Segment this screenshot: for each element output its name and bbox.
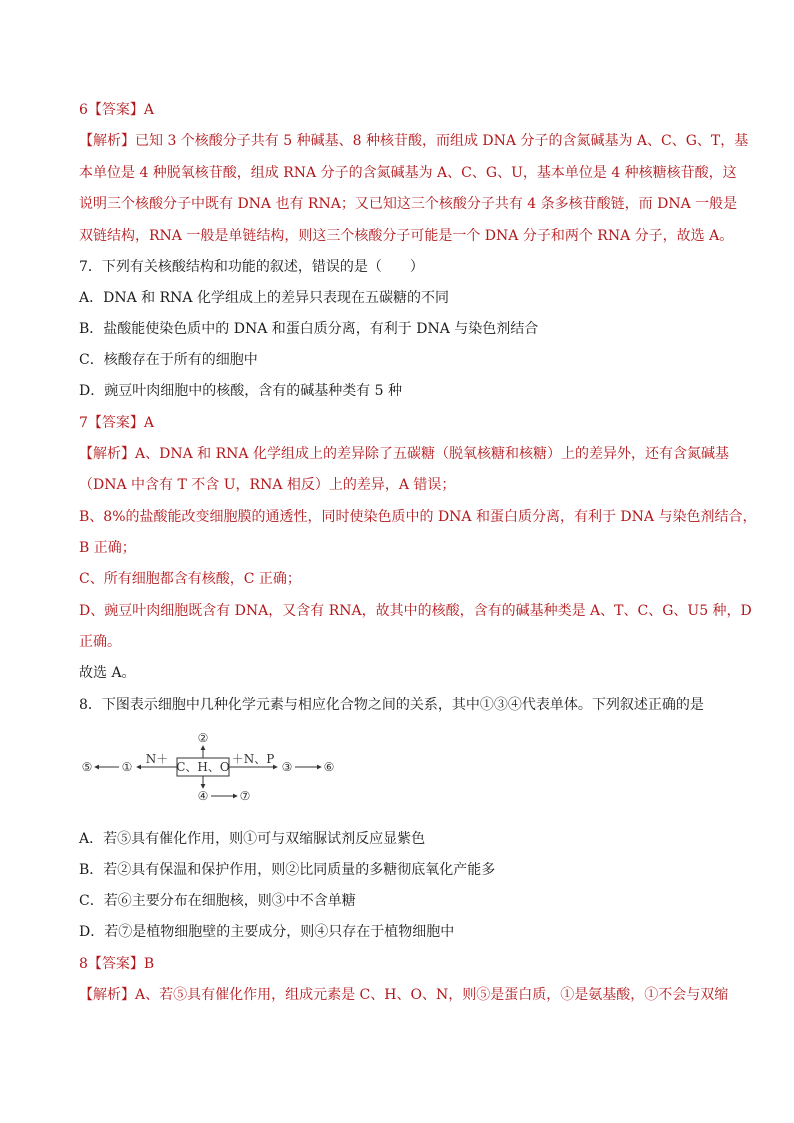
q7-option-b: B．盐酸能使染色质中的 DNA 和蛋白质分离，有利于 DNA 与染色剂结合 bbox=[79, 321, 539, 337]
q8-option-b: B．若②具有保温和保护作用，则②比同质量的多糖彻底氧化产能多 bbox=[79, 862, 496, 878]
node-3: ③ bbox=[281, 760, 293, 774]
q7-analysis-line-5: C、所有细胞都含有核酸，C 正确； bbox=[79, 571, 301, 587]
q8-diagram bbox=[79, 730, 349, 810]
node-5: ⑤ bbox=[81, 760, 93, 774]
q7-analysis-line-1: 【解析】A、DNA 和 RNA 化学组成上的差异除了五碳糖（脱氧核糖和核糖）上的差异外，还有含氮碱基 bbox=[79, 446, 729, 462]
q7-analysis-line-7: 正确。 bbox=[79, 634, 121, 650]
answer-value: B bbox=[143, 956, 155, 972]
q6-analysis-line-3: 说明三个核酸分子中既有 DNA 也有 RNA；又已知这三个核酸分子共有 4 条多核苷酸链，而 DNA 一般是 bbox=[79, 196, 738, 212]
answer-number: 8 bbox=[79, 956, 88, 972]
q7-analysis-line-6: D、豌豆叶肉细胞既含有 DNA，又含有 RNA，故其中的核酸，含有的碱基种类是 A、T、C、G、U5 种，D bbox=[79, 603, 752, 619]
answer-value: A bbox=[143, 102, 155, 118]
node-4: ④ bbox=[197, 789, 209, 803]
q7-analysis-line-4: B 正确； bbox=[79, 540, 136, 556]
q8-answer bbox=[79, 954, 729, 974]
answer-tag: 【答案】 bbox=[87, 956, 144, 972]
q8-option-d: D．若⑦是植物细胞壁的主要成分，则④只存在于植物细胞中 bbox=[79, 924, 455, 940]
q7-analysis-line-8: 故选 A。 bbox=[79, 665, 136, 681]
diagram-center-label: C、H、O bbox=[176, 760, 230, 774]
left-label: N＋ bbox=[145, 752, 169, 766]
q7-option-c: C．核酸存在于所有的细胞中 bbox=[79, 352, 258, 368]
q6-analysis-line-1: 【解析】已知 3 个核酸分子共有 5 种碱基、8 种核苷酸，而组成 DNA 分子的含氮碱基为 A、C、G、T，基 bbox=[79, 133, 749, 149]
node-7: ⑦ bbox=[239, 789, 251, 803]
answer-value: A bbox=[143, 415, 155, 431]
right-label: ＋N、P bbox=[231, 752, 275, 766]
q8-option-a: A．若⑤具有催化作用，则①可与双缩脲试剂反应显紫色 bbox=[79, 831, 426, 847]
node-6: ⑥ bbox=[323, 760, 335, 774]
q7-analysis-line-3: B、8%的盐酸能改变细胞膜的通透性，同时使染色质中的 DNA 和蛋白质分离，有利于 DNA 与染色剂结合， bbox=[79, 509, 757, 525]
q6-analysis-line-2: 本单位是 4 种脱氧核苷酸，组成 RNA 分子的含氮碱基为 A、C、G、U，基本单位是 4 种核糖核苷酸，这 bbox=[79, 165, 737, 181]
answer-tag: 【答案】 bbox=[87, 102, 144, 118]
q7-answer bbox=[79, 413, 729, 433]
q7-stem: 7．下列有关核酸结构和功能的叙述，错误的是（ ） bbox=[79, 259, 424, 275]
node-1: ① bbox=[121, 760, 133, 774]
q6-answer bbox=[79, 100, 729, 120]
answer-tag: 【答案】 bbox=[87, 415, 144, 431]
q6-analysis-line-4: 双链结构，RNA 一般是单链结构，则这三个核酸分子可能是一个 DNA 分子和两个 RNA 分子，故选 A。 bbox=[79, 228, 734, 244]
q8-analysis-line-1: 【解析】A、若⑤具有催化作用，组成元素是 C、H、O、N，则⑤是蛋白质，①是氨基酸，①不会与双缩 bbox=[79, 987, 729, 1003]
answer-number: 6 bbox=[79, 102, 88, 118]
q7-option-d: D．豌豆叶肉细胞中的核酸，含有的碱基种类有 5 种 bbox=[79, 383, 403, 399]
node-2: ② bbox=[197, 731, 209, 745]
q7-option-a: A．DNA 和 RNA 化学组成上的差异只表现在五碳糖的不同 bbox=[79, 290, 449, 306]
q8-stem: 8．下图表示细胞中几种化学元素与相应化合物之间的关系，其中①③④代表单体。下列叙述正确的是 bbox=[79, 697, 704, 713]
answer-number: 7 bbox=[79, 415, 88, 431]
q8-option-c: C．若⑥主要分布在细胞核，则③中不含单糖 bbox=[79, 893, 356, 909]
q7-analysis-line-2: （DNA 中含有 T 不含 U，RNA 相反）上的差异，A 错误； bbox=[79, 477, 456, 493]
